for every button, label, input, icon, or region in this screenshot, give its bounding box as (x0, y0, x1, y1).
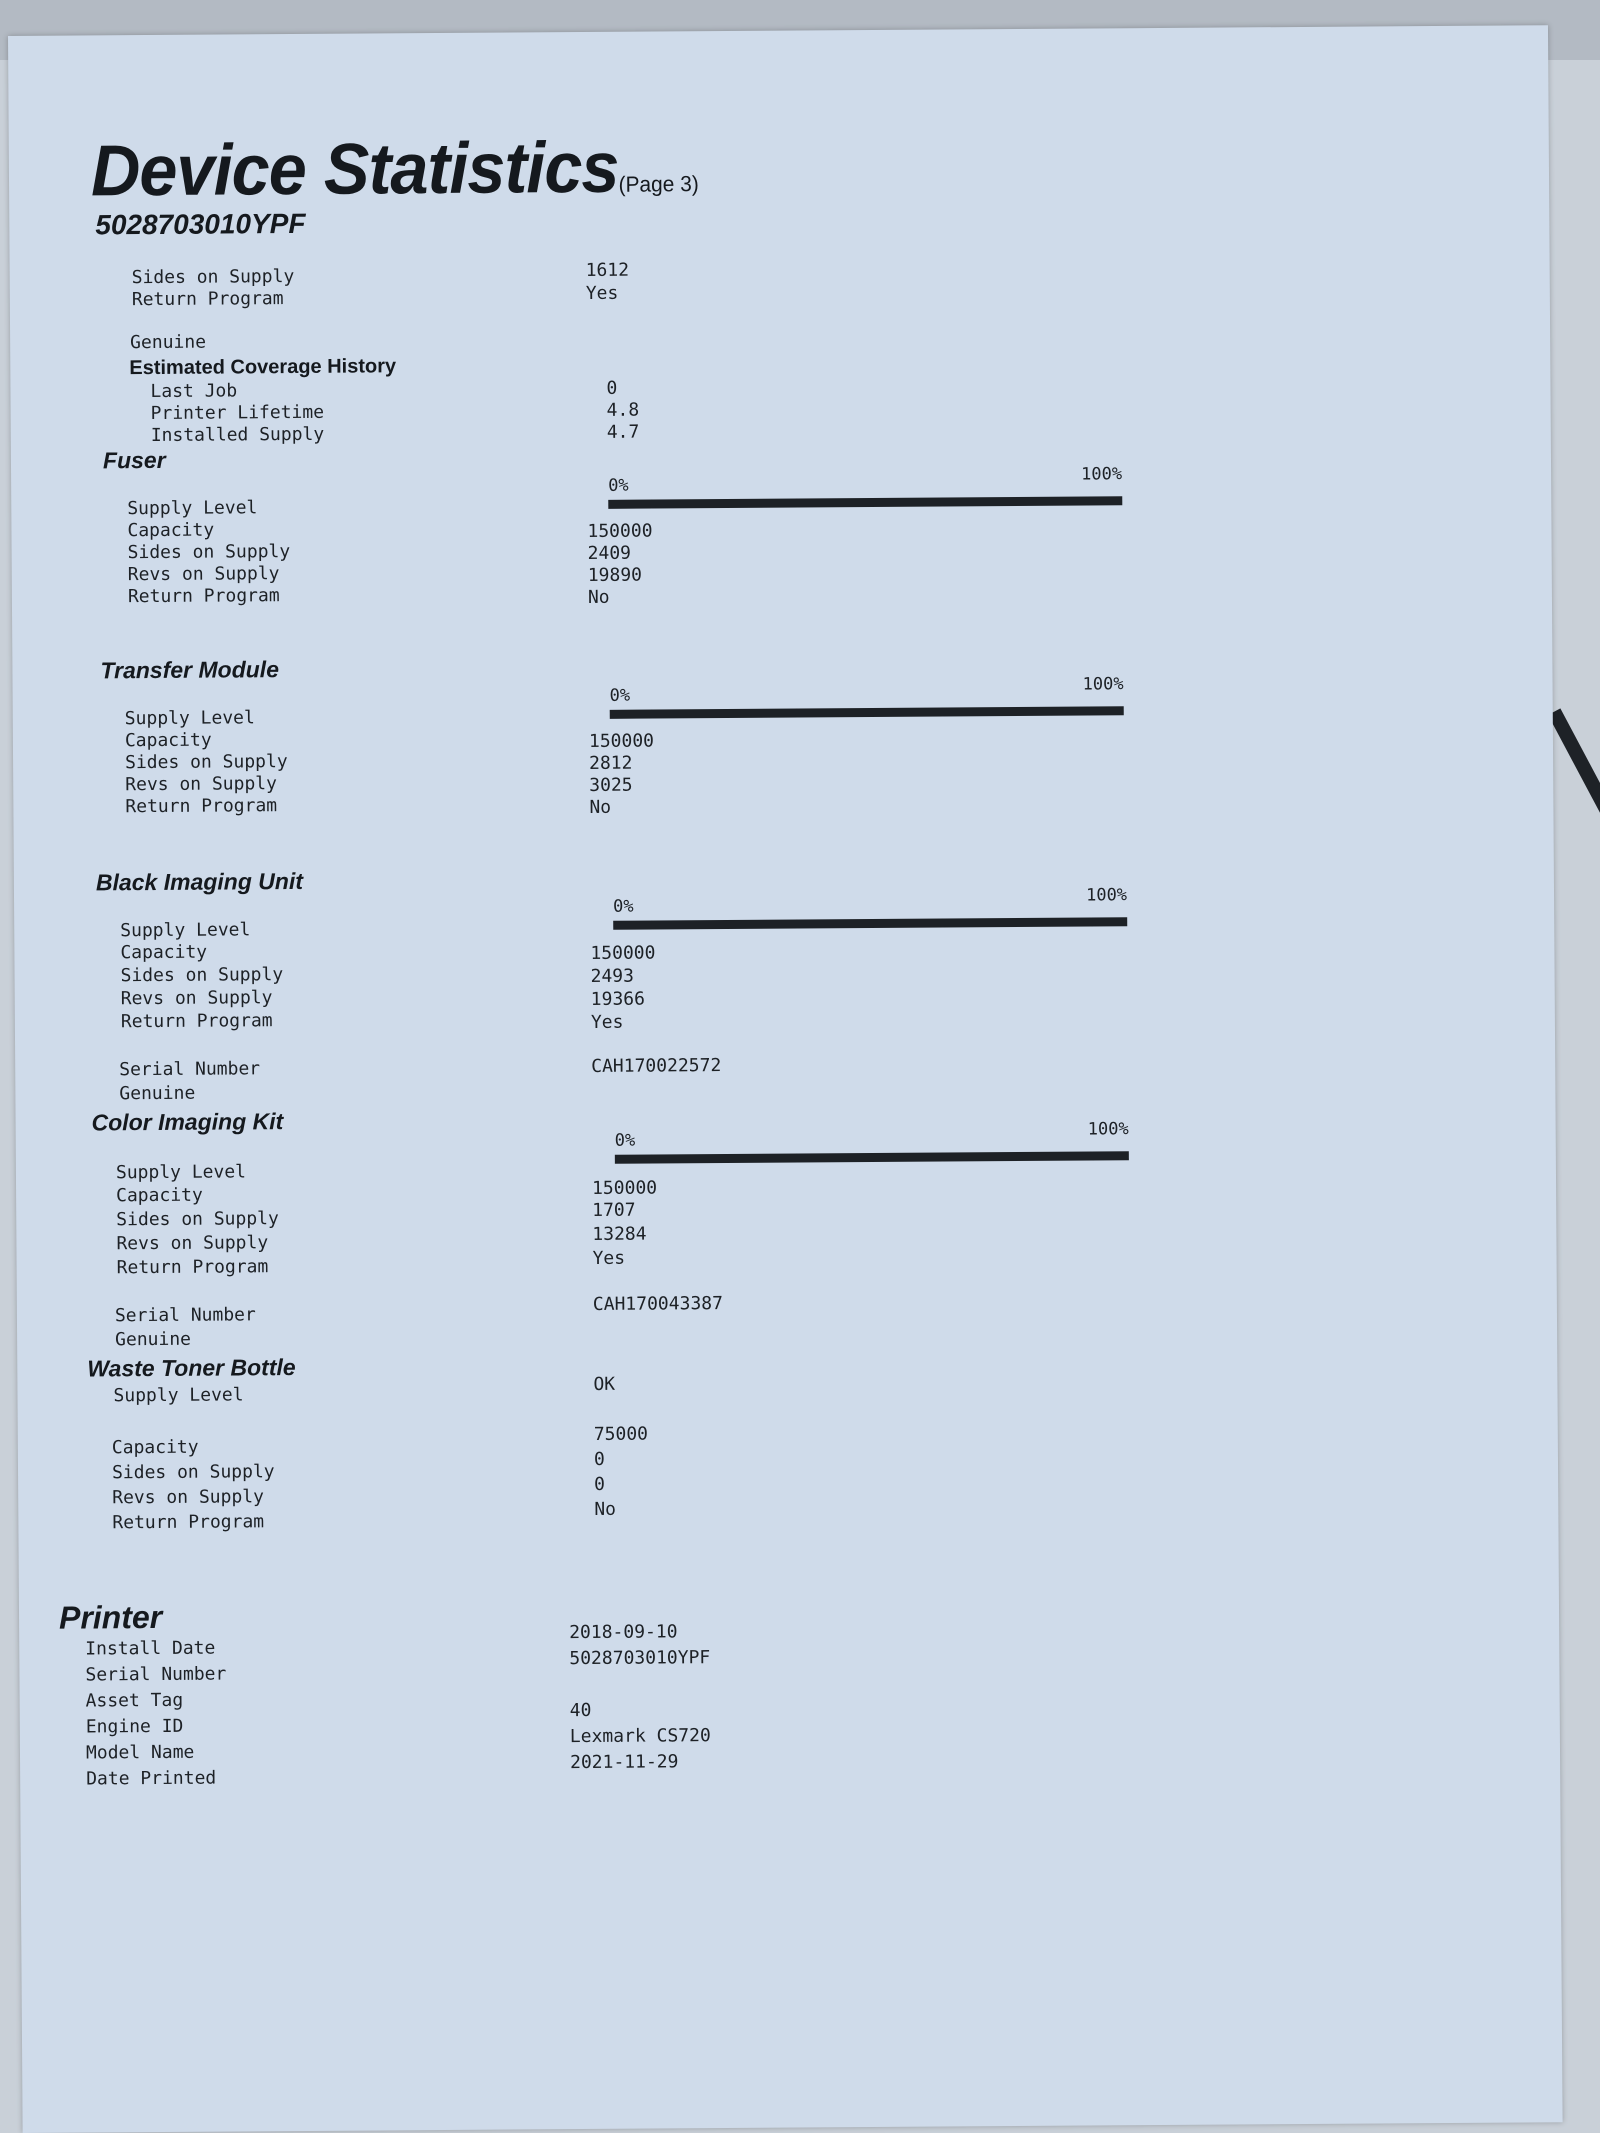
waste-capacity-label: Capacity (111, 1436, 199, 1459)
transfer-module-title: Transfer Module (100, 656, 280, 684)
bar-track (615, 1151, 1129, 1164)
printer-lifetime-value: 4.8 (606, 399, 640, 421)
last-job-label: Last Job (150, 380, 238, 403)
printer-serial-value: 5028703010YPF (569, 1647, 711, 1670)
color-sides-value: 1707 (592, 1199, 636, 1221)
color-imaging-kit-title: Color Imaging Kit (91, 1108, 284, 1136)
install-date-label: Install Date (85, 1637, 216, 1660)
black-serial-label: Serial Number (119, 1058, 261, 1081)
sides-on-supply-label: Sides on Supply (131, 266, 295, 289)
black-return-value: Yes (590, 1011, 624, 1033)
bar-fill (615, 1151, 1129, 1164)
fuser-supply-level-label: Supply Level (127, 497, 258, 520)
transfer-revs-value: 3025 (589, 774, 633, 796)
bar-track (608, 496, 1122, 509)
page-title (91, 126, 699, 212)
color-capacity-value: 150000 (591, 1177, 658, 1199)
install-date-value: 2018-09-10 (569, 1621, 678, 1644)
transfer-return-label: Return Program (125, 795, 278, 818)
date-printed-label: Date Printed (86, 1767, 217, 1790)
transfer-supply-level-label: Supply Level (124, 707, 255, 730)
black-imaging-supply-bar (613, 885, 1128, 937)
bar-max-label: 100% (1087, 1119, 1129, 1140)
cable (1548, 708, 1600, 829)
waste-return-label: Return Program (112, 1511, 265, 1534)
bar-fill (608, 496, 1122, 509)
printer-lifetime-label: Printer Lifetime (150, 401, 325, 425)
return-program-value: Yes (585, 282, 619, 304)
black-sides-label: Sides on Supply (120, 964, 284, 987)
waste-return-value: No (594, 1498, 617, 1520)
sides-on-supply-value: 1612 (585, 259, 630, 281)
bar-track (613, 917, 1127, 930)
header-serial: 5028703010YPF (95, 207, 306, 241)
waste-toner-bottle-title: Waste Toner Bottle (87, 1354, 296, 1382)
model-name-label: Model Name (85, 1741, 195, 1764)
black-imaging-unit-title: Black Imaging Unit (95, 867, 304, 896)
bar-track (610, 706, 1124, 719)
genuine-label: Genuine (130, 331, 207, 354)
waste-supply-level-value: OK (593, 1373, 616, 1395)
bar-min-label: 0% (609, 685, 631, 706)
asset-tag-label: Asset Tag (85, 1689, 184, 1712)
date-printed-value: 2021-11-29 (569, 1751, 679, 1774)
model-name-value: Lexmark CS720 (569, 1725, 711, 1748)
fuser-supply-bar (608, 464, 1123, 516)
waste-sides-label: Sides on Supply (111, 1461, 275, 1484)
waste-revs-value: 0 (594, 1473, 606, 1495)
waste-supply-level-label: Supply Level (113, 1384, 244, 1407)
bar-max-label: 100% (1086, 885, 1128, 906)
waste-sides-value: 0 (593, 1448, 605, 1470)
installed-supply-label: Installed Supply (150, 423, 325, 447)
return-program-label: Return Program (131, 288, 284, 311)
black-serial-value: CAH170022572 (591, 1055, 722, 1077)
transfer-sides-label: Sides on Supply (125, 751, 288, 774)
black-revs-value: 19366 (590, 988, 645, 1010)
waste-capacity-value: 75000 (593, 1423, 649, 1445)
bar-max-label: 100% (1082, 674, 1124, 695)
black-capacity-label: Capacity (120, 941, 208, 964)
bar-fill (613, 917, 1127, 930)
black-return-label: Return Program (120, 1010, 273, 1033)
bar-min-label: 0% (608, 475, 629, 496)
fuser-title: Fuser (102, 446, 166, 474)
fuser-capacity-value: 150000 (587, 520, 653, 542)
black-supply-level-label: Supply Level (120, 919, 251, 942)
bar-min-label: 0% (613, 896, 634, 917)
transfer-capacity-label: Capacity (124, 729, 212, 752)
black-capacity-value: 150000 (590, 942, 656, 964)
engine-id-label: Engine ID (85, 1715, 184, 1738)
fuser-revs-label: Revs on Supply (127, 563, 280, 586)
transfer-capacity-value: 150000 (588, 730, 655, 752)
installed-supply-value: 4.7 (606, 421, 640, 443)
color-return-label: Return Program (116, 1256, 269, 1279)
color-imaging-supply-bar (614, 1119, 1129, 1171)
printed-page (8, 25, 1563, 2133)
black-revs-label: Revs on Supply (120, 987, 273, 1010)
last-job-value: 0 (606, 377, 618, 399)
transfer-module-supply-bar (609, 674, 1124, 726)
transfer-return-value: No (589, 796, 612, 818)
transfer-sides-value: 2812 (589, 752, 633, 774)
color-supply-level-label: Supply Level (115, 1161, 247, 1184)
color-serial-value: CAH170043387 (592, 1293, 723, 1315)
color-serial-label: Serial Number (114, 1304, 256, 1327)
engine-id-value: 40 (569, 1699, 592, 1722)
fuser-return-value: No (587, 586, 610, 608)
title-text: Device Statistics (90, 127, 619, 212)
fuser-return-label: Return Program (127, 585, 280, 608)
waste-revs-label: Revs on Supply (112, 1486, 264, 1509)
bar-fill (610, 706, 1124, 719)
color-return-value: Yes (592, 1247, 626, 1269)
color-genuine-label: Genuine (115, 1328, 192, 1351)
color-sides-label: Sides on Supply (116, 1208, 279, 1231)
color-revs-label: Revs on Supply (116, 1232, 269, 1255)
page-number: (Page 3) (618, 171, 699, 197)
color-capacity-label: Capacity (116, 1184, 203, 1207)
printer-title: Printer (58, 1598, 163, 1636)
coverage-history-heading: Estimated Coverage History (129, 355, 397, 380)
fuser-revs-value: 19890 (587, 564, 643, 586)
fuser-sides-label: Sides on Supply (127, 541, 291, 564)
fuser-sides-value: 2409 (587, 542, 632, 564)
printer-serial-label: Serial Number (85, 1663, 227, 1686)
black-genuine-label: Genuine (119, 1082, 196, 1105)
black-sides-value: 2493 (590, 965, 635, 987)
fuser-capacity-label: Capacity (127, 519, 215, 542)
color-revs-value: 13284 (592, 1223, 647, 1245)
bar-min-label: 0% (614, 1130, 636, 1151)
transfer-revs-label: Revs on Supply (125, 773, 278, 796)
bar-max-label: 100% (1081, 464, 1123, 485)
